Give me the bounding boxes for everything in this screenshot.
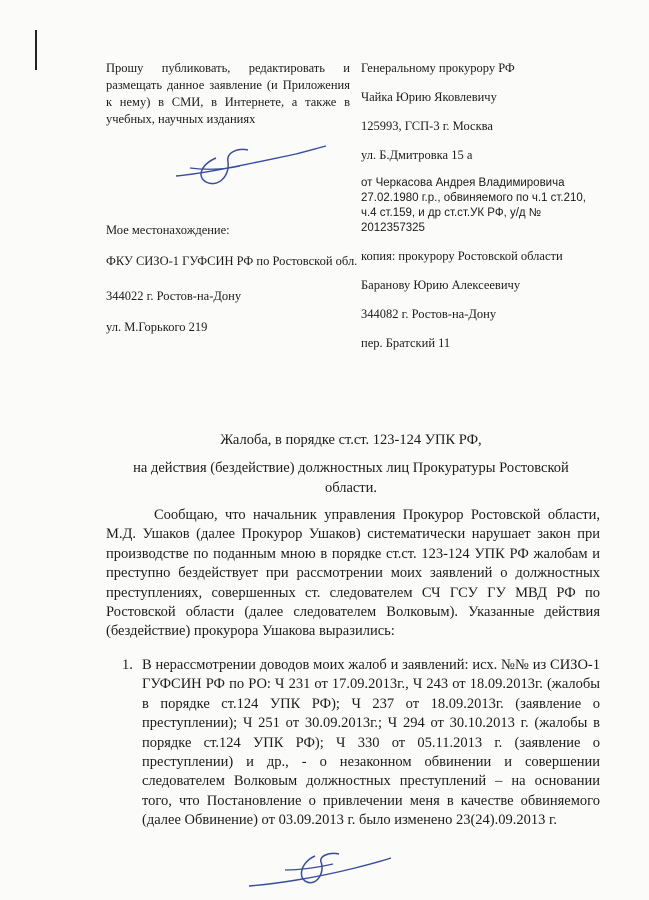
location-label: Мое местонахождение: xyxy=(106,223,230,237)
violations-list xyxy=(122,656,600,831)
location-block xyxy=(106,222,358,350)
list-item-number: 1. xyxy=(122,657,133,673)
signature-top xyxy=(168,140,338,190)
publish-notice: Прошу публиковать, редактировать и размещать данное заявление (и Приложения к нему) в СМИ, в Интернете, а также в учебных, научных изданиях xyxy=(106,61,350,126)
location-institution: ФКУ СИЗО-1 ГУФСИН РФ по Ростовской обл. xyxy=(106,254,358,268)
copy-postal: 344082 г. Ростов-на-Дону xyxy=(361,307,497,321)
complaint-body xyxy=(106,506,600,642)
addressee-postal: 125993, ГСП-3 г. Москва xyxy=(361,119,493,133)
addressee-street: ул. Б.Дмитровка 15 а xyxy=(361,148,473,162)
copy-name: Баранову Юрию Алексеевичу xyxy=(361,278,521,292)
list-item-text: В нерассмотрении доводов моих жалоб и заявлений: исх. №№ из СИЗО-1 ГУФСИН РФ по РО: Ч 231 от 17.09.2013г., Ч 243 от 18.09.2013г. (жалобы в порядке ст.124 УПК РФ); Ч 237 от 18.09.2013г. (заявление о преступлении); Ч 251 от 30.09.2013г.; Ч 294 от 30.10.2013 г. (жалобы в порядке ст.124 УПК РФ); Ч 330 от 05.11.2013 г. (заявление о преступлении) и др., - о незаконном обвинении и совершении следователем Волковым должностных преступлений – на основании того, что Постановление о привлечении меня в качестве обвиняемого (далее Обвинение) от 03.09.2013 г. было изменено 23(24).09.2013 г. xyxy=(142,657,600,829)
addressee-name: Чайка Юрию Яковлевичу xyxy=(361,90,497,104)
list-item xyxy=(122,656,600,831)
margin-mark xyxy=(35,30,37,70)
complaint-title: Жалоба, в порядке ст.ст. 123-124 УПК РФ, xyxy=(220,432,482,448)
copy-title: копия: прокурору Ростовской области xyxy=(361,249,563,263)
complaint-subtitle: на действия (бездействие) должностных лиц Прокуратуры Ростовской области. xyxy=(133,460,569,496)
addressee-block xyxy=(361,60,591,364)
location-street: ул. М.Горького 219 xyxy=(106,320,208,334)
signature-bottom xyxy=(245,848,395,894)
publish-notice-block xyxy=(106,60,350,128)
location-city: 344022 г. Ростов-на-Дону xyxy=(106,289,242,303)
body-paragraph: Сообщаю, что начальник управления Прокурор Ростовской области, М.Д. Ушаков (далее Прокурор Ушаков) систематически нарушает закон при производстве по поданным мною в порядке ст.ст. 123-124 УПК РФ жалобам и преступно бездействует при рассмотрении моих заявлений о должностных преступлениях, совершенных ст. следователем СЧ ГСУ ГУ МВД РФ по Ростовской области (далее следователем Волковым). Указанные действия (бездействие) прокурора Ушакова выразились: xyxy=(106,507,600,640)
addressee-title: Генеральному прокурору РФ xyxy=(361,61,515,75)
sender-info: от Черкасова Андрея Владимировича 27.02.1980 г.р., обвиняемого по ч.1 ст.210, ч.4 ст.159, и др ст.ст.УК РФ, у/д № 2012357325 xyxy=(361,177,586,234)
copy-street: пер. Братский 11 xyxy=(361,336,451,350)
